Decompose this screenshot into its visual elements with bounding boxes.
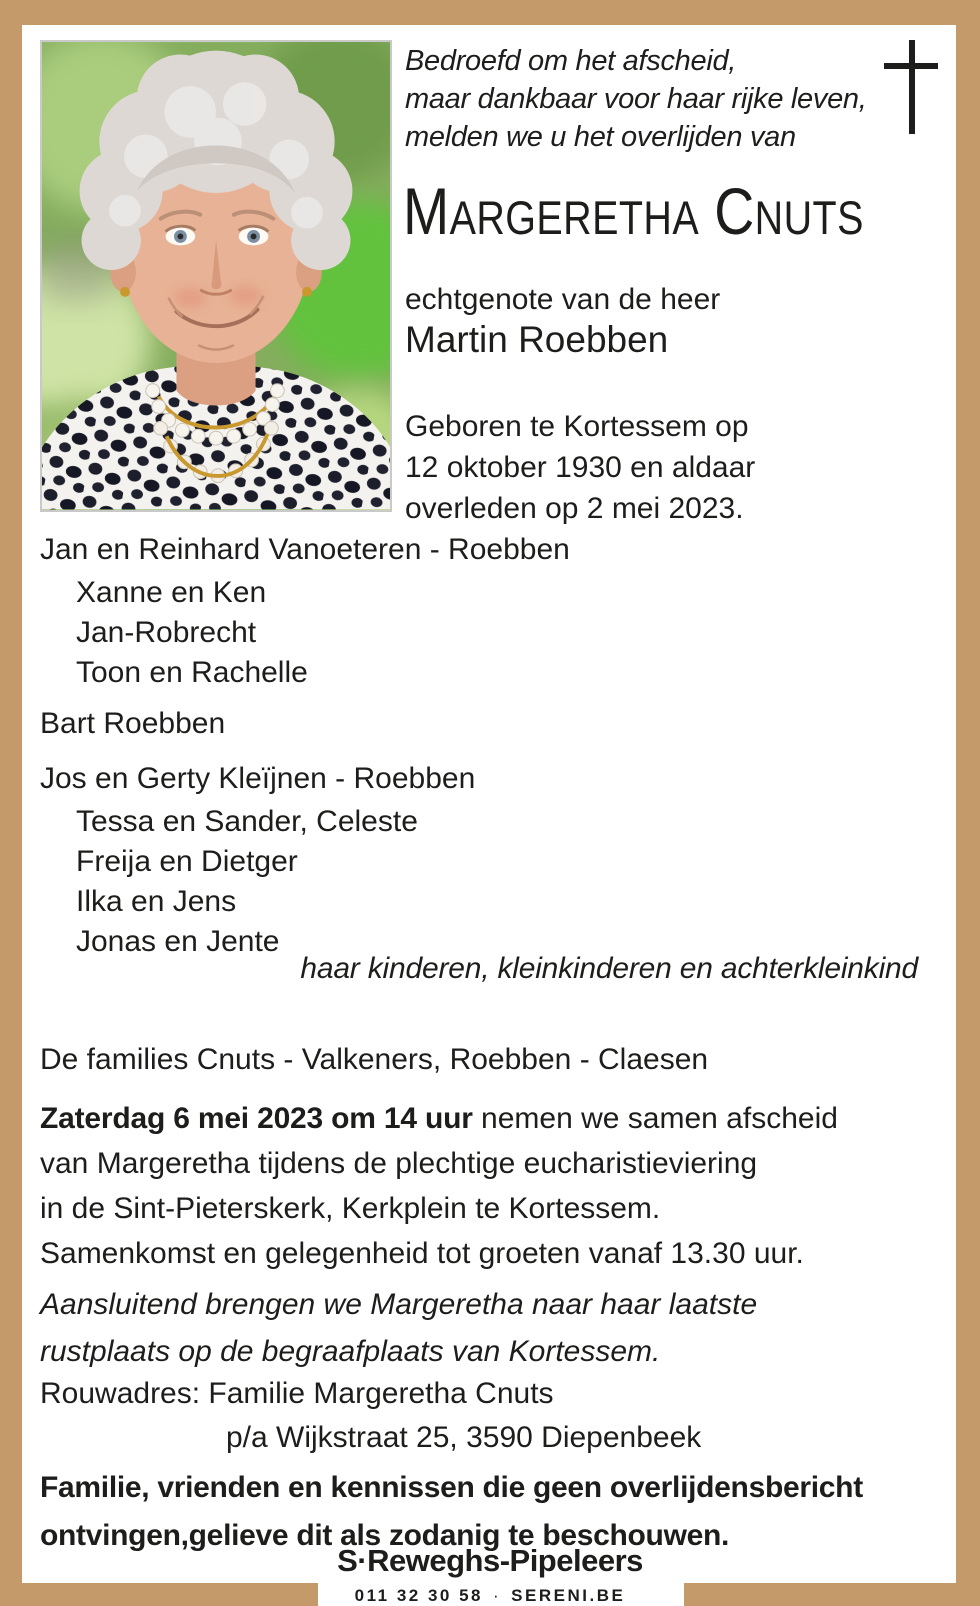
family-group-head: Jan en Reinhard Vanoeteren - Roebben	[40, 533, 570, 566]
name-initial: M	[403, 174, 450, 248]
family-child: Jonas en Jente	[76, 925, 280, 958]
ceremony-line: van Margeretha tijdens de plechtige eucharistieviering	[40, 1147, 758, 1180]
dedication-line: haar kinderen, kleinkinderen en achterkleinkind	[300, 952, 918, 985]
family-child: Toon en Rachelle	[76, 656, 308, 689]
intro-line: Bedroefd om het afscheid,	[405, 45, 737, 77]
name-initial: C	[714, 174, 755, 248]
portrait-photo	[40, 40, 392, 512]
family-group-children	[76, 802, 418, 962]
intro-text	[405, 42, 867, 156]
family-group-head: Jos en Gerty Kleïjnen - Roebben	[40, 762, 476, 795]
ceremony-line: Samenkomst en gelegenheid tot groeten vanaf 13.30 uur.	[40, 1237, 804, 1270]
ceremony-line-rest: nemen we samen afscheid	[472, 1102, 838, 1135]
family-child: Ilka en Jens	[76, 885, 237, 918]
family-child: Jan-Robrecht	[76, 616, 257, 649]
family-child: Tessa en Sander, Celeste	[76, 805, 418, 838]
portrait-illustration	[42, 42, 390, 510]
footer-contact	[0, 1586, 980, 1606]
cross-icon	[884, 40, 938, 134]
phone-number: 011 32 30 58	[354, 1586, 483, 1605]
ceremony-paragraph	[40, 1096, 838, 1276]
ceremony-datetime: Zaterdag 6 mei 2023 om 14 uur	[40, 1102, 473, 1135]
relation-line: echtgenote van de heer	[405, 283, 721, 316]
mourning-address-line: p/a Wijkstraat 25, 3590 Diepenbeek	[226, 1421, 702, 1454]
ceremony-line	[40, 1096, 838, 1141]
burial-line: rustplaats op de begraafplaats van Kortessem.	[40, 1335, 661, 1368]
notice-line: Familie, vrienden en kennissen die geen overlijdensbericht	[40, 1471, 863, 1504]
burial-paragraph	[40, 1281, 757, 1375]
birth-death-line: overleden op 2 mei 2023.	[405, 492, 744, 525]
families-line: De families Cnuts - Valkeners, Roebben - Claesen	[40, 1043, 709, 1076]
birth-death-text	[405, 406, 755, 529]
birth-death-line: Geboren te Kortessem op	[405, 410, 749, 443]
birth-death-line: 12 oktober 1930 en aldaar	[405, 451, 756, 484]
family-group-children	[76, 573, 308, 693]
family-group-head: Bart Roebben	[40, 707, 226, 740]
family-child: Freija en Dietger	[76, 845, 298, 878]
family-child: Xanne en Ken	[76, 576, 267, 609]
notice-line: ontvingen,gelieve dit als zodanig te beschouwen.	[40, 1519, 730, 1552]
separator-dot: ·	[493, 1586, 502, 1605]
border-right	[956, 0, 980, 1606]
name-rest: NUTS	[754, 191, 864, 244]
border-top	[0, 0, 980, 25]
burial-line: Aansluitend brengen we Margeretha naar haar laatste	[40, 1288, 758, 1321]
mourning-address-line: Rouwadres: Familie Margeretha Cnuts	[40, 1377, 554, 1410]
ceremony-line: in de Sint-Pieterskerk, Kerkplein te Kortessem.	[40, 1192, 661, 1225]
mourning-address	[40, 1372, 701, 1460]
website: SERENI.BE	[511, 1586, 626, 1605]
border-left	[0, 0, 22, 1606]
name-rest: ARGERETHA	[449, 191, 700, 244]
spouse-name: Martin Roebben	[405, 319, 669, 360]
deceased-name	[403, 174, 864, 248]
intro-line: maar dankbaar voor haar rijke leven,	[405, 83, 867, 115]
funeral-home-logo: S·Reweghs-Pipeleers	[337, 1543, 643, 1578]
intro-line: melden we u het overlijden van	[405, 121, 796, 153]
